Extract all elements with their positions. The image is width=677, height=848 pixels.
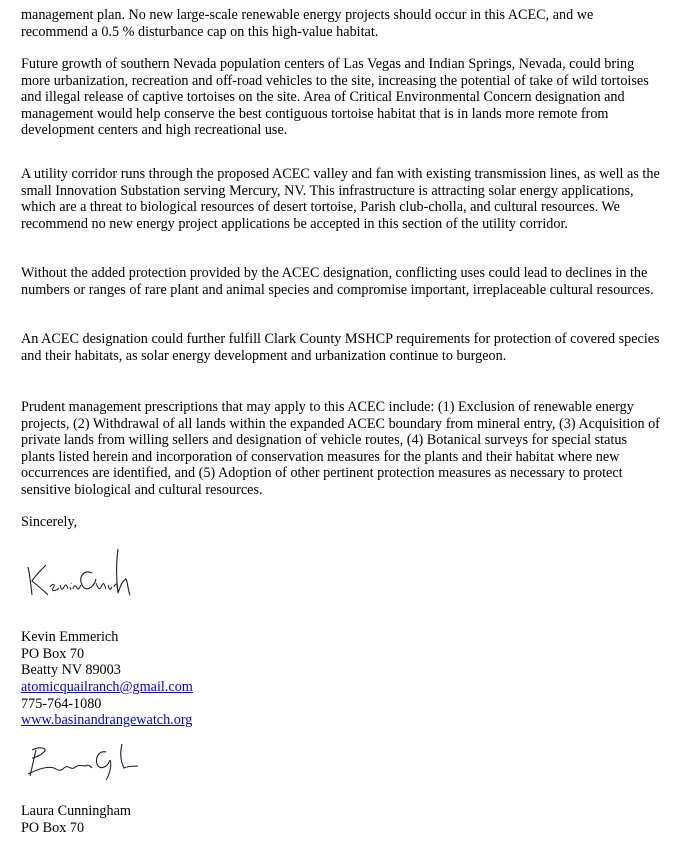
signer2-name: Laura Cunningham bbox=[21, 803, 131, 819]
signer1-phone: 775-764-1080 bbox=[21, 696, 102, 712]
signer2-address-line1: PO Box 70 bbox=[21, 820, 85, 836]
signer1-address-line2: Beatty NV 89003 bbox=[21, 662, 121, 678]
signer1-website-container bbox=[21, 712, 192, 729]
signer1-address-line1: PO Box 70 bbox=[21, 646, 85, 662]
signer1-email-link[interactable]: atomicquailranch@gmail.com bbox=[21, 679, 193, 695]
signature-laura-cunningham-icon bbox=[20, 738, 140, 784]
signer1-website-link[interactable]: www.basinandrangewatch.org bbox=[21, 712, 193, 728]
paragraph-future-growth: Future growth of southern Nevada population centers of Las Vegas and Indian Springs, Nevada, could bring more urbanization, recreation and off-road vehicles to the site, increasing the potential of take of wild tortoises and illegal release of captive tortoises on the site. Area of Critical Environmental Concern designation and management would help conserve the best contiguous tortoise habitat that is in lands more remote from development centers and high recreational use. bbox=[21, 56, 649, 139]
signature-kevin-emmerich-icon bbox=[20, 543, 140, 605]
signer1-email-container bbox=[21, 679, 193, 696]
signer1-name: Kevin Emmerich bbox=[21, 629, 119, 645]
paragraph-utility-corridor: A utility corridor runs through the proposed ACEC valley and fan with existing transmission lines, as well as the small Innovation Substation serving Mercury, NV. This infrastructure is attracting solar energy applications, which are a threat to biological resources of desert tortoise, Parish club-cholla, and cultural resources. We recommend no new energy project applications be accepted in this section of the utility corridor. bbox=[21, 166, 660, 232]
paragraph-added-protection: Without the added protection provided by the ACEC designation, conflicting uses could lead to declines in the numbers or ranges of rare plant and animal species and compromise important, irreplaceable cultural resources. bbox=[21, 265, 654, 298]
paragraph-management-plan: management plan. No new large-scale renewable energy projects should occur in this ACEC, and we recommend a 0.5 % disturbance cap on this high-value habitat. bbox=[21, 7, 594, 40]
paragraph-mshcp: An ACEC designation could further fulfill Clark County MSHCP requirements for protection of covered species and their habitats, as solar energy development and urbanization continue to burgeon. bbox=[21, 331, 660, 364]
closing-salutation: Sincerely, bbox=[21, 514, 78, 530]
paragraph-management-prescriptions: Prudent management prescriptions that may apply to this ACEC include: (1) Exclusion of renewable energy projects, (2) Withdrawal of all lands within the expanded ACEC boundary from mineral entry, (3) Acquisition of private lands from willing sellers and designation of vehicle routes, (4) Botanical surveys for special status plants listed herein and incorporation of conservation measures for the plants and their habitat where new occurrences are identified, and (5) Adoption of other pertinent protection measures as necessary to protect sensitive biological and cultural resources. bbox=[21, 399, 660, 498]
